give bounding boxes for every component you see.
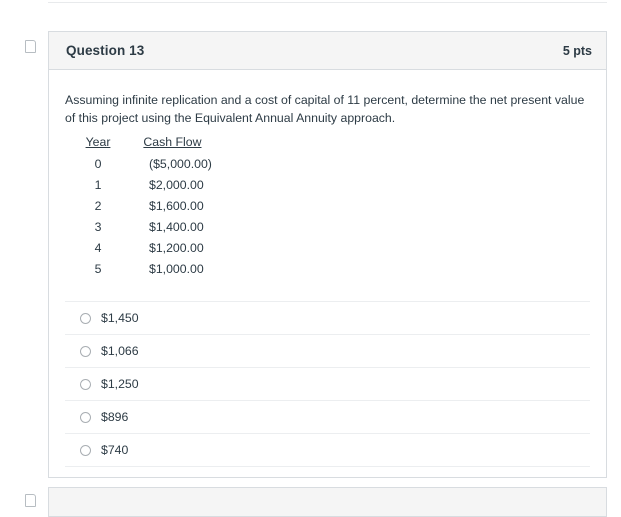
table-header-cash-flow: Cash Flow bbox=[143, 135, 202, 149]
table-row bbox=[75, 216, 212, 237]
flag-question-icon[interactable] bbox=[25, 40, 36, 53]
cell-cash-flow: $1,000.00 bbox=[149, 261, 204, 276]
radio-button-icon[interactable] bbox=[80, 379, 91, 390]
table-header-row bbox=[75, 135, 212, 153]
answer-option-2[interactable] bbox=[65, 334, 590, 367]
answer-option-5[interactable] bbox=[65, 433, 590, 467]
question-card bbox=[48, 31, 607, 478]
radio-button-icon[interactable] bbox=[80, 445, 91, 456]
question-header bbox=[49, 32, 606, 70]
cell-year: 0 bbox=[94, 156, 102, 171]
radio-button-icon[interactable] bbox=[80, 412, 91, 423]
answer-label: $740 bbox=[101, 443, 129, 457]
cell-cash-flow: $1,200.00 bbox=[149, 240, 204, 255]
cell-year: 3 bbox=[94, 219, 102, 234]
cell-year: 2 bbox=[94, 198, 102, 213]
table-header-year: Year bbox=[85, 135, 111, 149]
table-row bbox=[75, 153, 212, 174]
table-row bbox=[75, 237, 212, 258]
answer-options bbox=[65, 301, 590, 477]
cell-year: 1 bbox=[94, 177, 102, 192]
radio-button-icon[interactable] bbox=[80, 346, 91, 357]
table-row bbox=[75, 258, 212, 279]
answer-option-4[interactable] bbox=[65, 400, 590, 433]
radio-button-icon[interactable] bbox=[80, 313, 91, 324]
next-question-card bbox=[48, 487, 607, 517]
cell-cash-flow: $2,000.00 bbox=[149, 177, 204, 192]
cell-cash-flow: $1,600.00 bbox=[149, 198, 204, 213]
table-row bbox=[75, 174, 212, 195]
cash-flow-table bbox=[75, 135, 212, 279]
table-row bbox=[75, 195, 212, 216]
question-title: Question 13 bbox=[66, 43, 145, 58]
top-divider bbox=[48, 2, 607, 3]
answer-label: $1,450 bbox=[101, 311, 139, 325]
question-body bbox=[49, 70, 606, 477]
answer-option-1[interactable] bbox=[65, 301, 590, 334]
answer-label: $1,066 bbox=[101, 344, 139, 358]
answer-label: $896 bbox=[101, 410, 129, 424]
cell-year: 5 bbox=[94, 261, 102, 276]
cell-cash-flow: $1,400.00 bbox=[149, 219, 204, 234]
cell-cash-flow: ($5,000.00) bbox=[149, 156, 212, 171]
answer-label: $1,250 bbox=[101, 377, 139, 391]
answer-option-3[interactable] bbox=[65, 367, 590, 400]
question-points: 5 pts bbox=[562, 43, 592, 58]
cell-year: 4 bbox=[94, 240, 102, 255]
question-prompt: Assuming infinite replication and a cost of capital of 11 percent, determine the net present value of this project using the Equivalent Annual Annuity approach. bbox=[65, 93, 585, 125]
